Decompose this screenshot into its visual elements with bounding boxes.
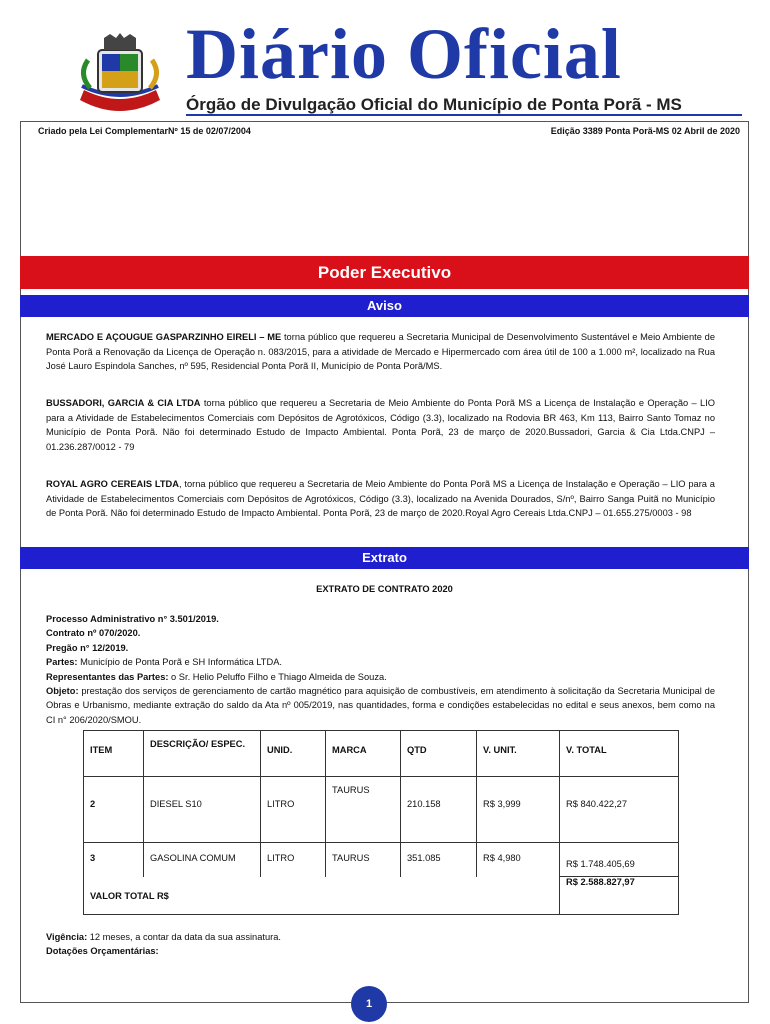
aviso-paragraph bbox=[46, 477, 715, 521]
aviso-text: , torna público que requereu a Secretaria de Meio Ambiente do Ponta Porã MS a Licença de Instalação e Operação – LIO para a Atividade de Estabelecimentos Comerciais com Depósitos de Agrotóxicos, Código (3.3), localizado na Avenida Dourados, S/nº, Bairro Sanga Puitã no Município de Ponta Porã. Não foi determinado Estudo de Impacto Ambiental. Ponta Porã, 23 de março de 2020.Royal Agro Cereais Ltda.CNPJ – 01.655.275/0003 - 98 bbox=[46, 479, 715, 518]
masthead bbox=[0, 0, 770, 121]
table-header: QTD bbox=[401, 731, 477, 777]
municipal-crest-icon bbox=[74, 30, 166, 112]
table-total-row bbox=[84, 877, 679, 915]
cell-unid: LITRO bbox=[261, 843, 326, 877]
dotacoes-label: Dotações Orçamentárias: bbox=[46, 946, 159, 956]
section-aviso: Aviso bbox=[20, 295, 749, 317]
total-label: VALOR TOTAL R$ bbox=[84, 877, 560, 915]
table-header-row bbox=[84, 731, 679, 777]
vigencia-label: Vigência: bbox=[46, 932, 88, 942]
cell-total: R$ 1.748.405,69 bbox=[560, 843, 679, 877]
table-header: V. TOTAL bbox=[560, 731, 679, 777]
pregao: Pregão n° 12/2019. bbox=[46, 642, 129, 653]
section-extrato: Extrato bbox=[20, 547, 749, 569]
aviso-text: torna público que requereu a Secretaria Municipal de Desenvolvimento Sustentável e Meio Ambiente de Ponta Porã a Renovação da Licença de Operação n. 083/2015, para a atividade de Mercado e Hipermercado com área útil de 100 a 1.000 m², localizado na Rua José Lauro Espindola Sanches, nº 595, Residencial Ponta Porã II, Município de Ponta Porã/MS. bbox=[46, 332, 715, 371]
section-poder-executivo: Poder Executivo bbox=[20, 256, 749, 289]
aviso-text: torna público que requereu a Secretaria de Meio Ambiente do Ponta Porã MS a Licença de Instalação e Operação – LIO para a Atividade de Estabelecimentos Comerciais com Depósitos de Agrotóxicos, Código (3.3), localizado na Rodovia BR 463, Km 113, Bairro Santo Tomaz no Município de Ponta Porã. Não foi determinado Estudo de Impacto Ambiental. Ponta Porã, 23 de março de 2020.Bussadori, Garcia & Cia Ltda.CNPJ – 01.236.287/0012 - 79 bbox=[46, 398, 715, 452]
partes-value: Município de Ponta Porã e SH Informática LTDA. bbox=[77, 657, 282, 668]
table-row bbox=[84, 777, 679, 843]
cell-unit: R$ 3,999 bbox=[477, 777, 560, 843]
table-row bbox=[84, 843, 679, 877]
cell-qtd: 351.085 bbox=[401, 843, 477, 877]
newspaper-title: Diário Oficial bbox=[186, 14, 622, 94]
objeto-label: Objeto: bbox=[46, 686, 79, 697]
cell-unit: R$ 4,980 bbox=[477, 843, 560, 877]
cell-marca: TAURUS bbox=[326, 777, 401, 843]
items-table bbox=[83, 730, 679, 915]
extrato-heading: EXTRATO DE CONTRATO 2020 bbox=[316, 584, 453, 594]
representantes-label: Representantes das Partes: bbox=[46, 671, 169, 682]
table-header: V. UNIT. bbox=[477, 731, 560, 777]
table-header: UNID. bbox=[261, 731, 326, 777]
masthead-rule bbox=[186, 114, 742, 116]
contract-details bbox=[46, 612, 715, 727]
representantes-value: o Sr. Helio Peluffo Filho e Thiago Almeida de Souza. bbox=[168, 671, 387, 682]
table-header: DESCRIÇÃO/ ESPEC. bbox=[144, 731, 261, 777]
contrato: Contrato nº 070/2020. bbox=[46, 628, 141, 639]
cell-qtd: 210.158 bbox=[401, 777, 477, 843]
cell-item: 3 bbox=[84, 843, 144, 877]
objeto-value: prestação dos serviços de gerenciamento de cartão magnético para aquisição de combustíveis, em atendimento à solicitação da Secretaria Municipal de Obras e Urbanismo, mediante extração do saldo da Ata nº 005/2019, nas quantidades, forma e condições estabelecidas no edital e seus anexos, bem como na CI n° 206/2020/SMOU. bbox=[46, 686, 715, 725]
vigencia-value: 12 meses, a contar da data da sua assinatura. bbox=[87, 932, 281, 942]
edition-info: Edição 3389 Ponta Porã-MS 02 Abril de 2020 bbox=[550, 126, 740, 136]
processo: Processo Administrativo n° 3.501/2019. bbox=[46, 614, 219, 624]
aviso-paragraph bbox=[46, 396, 715, 454]
newspaper-subtitle: Órgão de Divulgação Oficial do Município de Ponta Porã - MS bbox=[186, 95, 682, 114]
cell-item: 2 bbox=[84, 777, 144, 843]
cell-unid: LITRO bbox=[261, 777, 326, 843]
partes-label: Partes: bbox=[46, 657, 78, 668]
creation-law: Criado pela Lei ComplementarNº 15 de 02/07/2004 bbox=[38, 126, 251, 136]
contract-footer bbox=[46, 930, 281, 958]
cell-desc: GASOLINA COMUM bbox=[144, 843, 261, 877]
cell-total: R$ 840.422,27 bbox=[560, 777, 679, 843]
page-number: 1 bbox=[351, 986, 387, 1022]
total-value: R$ 2.588.827,97 bbox=[560, 877, 679, 915]
aviso-lead: ROYAL AGRO CEREAIS LTDA bbox=[46, 479, 179, 489]
aviso-lead: MERCADO E AÇOUGUE GASPARZINHO EIRELI – ME bbox=[46, 332, 282, 342]
aviso-lead: BUSSADORI, GARCIA & CIA LTDA bbox=[46, 398, 201, 408]
cell-desc: DIESEL S10 bbox=[144, 777, 261, 843]
aviso-paragraph bbox=[46, 330, 715, 374]
cell-marca: TAURUS bbox=[326, 843, 401, 877]
table-header: MARCA bbox=[326, 731, 401, 777]
table-header: ITEM bbox=[84, 731, 144, 777]
